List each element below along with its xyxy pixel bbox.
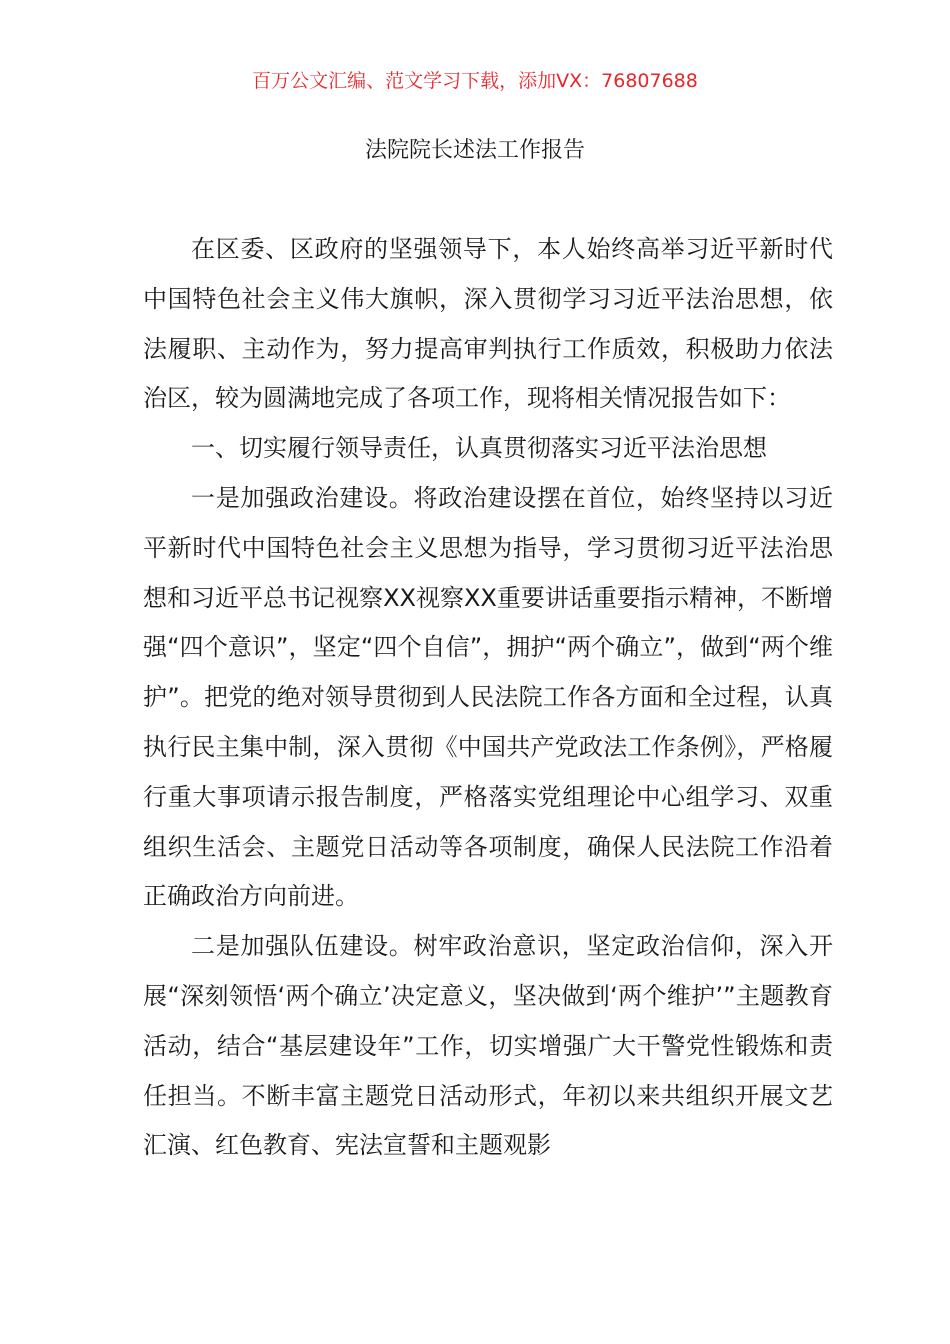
document-title: 法院院长述法工作报告 bbox=[364, 138, 585, 163]
document-body bbox=[143, 225, 833, 1171]
section-heading-1: 一、切实履行领导责任，认真贯彻落实习近平法治思想 bbox=[191, 434, 767, 463]
paragraph-political-construction: 一是加强政治建设。将政治建设摆在首位，始终坚持以习近平新时代中国特色社会主义思想为指导，学习贯彻习近平法治思想和习近平总书记视察XX视察XX重要讲话重要指示精神，不断增强“四个意识”，坚定“四个自信”，拥护“两个确立”，做到“两个维护”。把党的绝对领导贯彻到人民法院工作各方面和全过程，认真执行民主集中制，深入贯彻《中国共产党政法工作条例》，严格履行重大事项请示报告制度，严格落实党组理论中心组学习、双重组织生活会、主题党日活动等各项制度，确保人民法院工作沿着正确政治方向前进。 bbox=[143, 483, 833, 911]
paragraph-intro: 在区委、区政府的坚强领导下，本人始终高举习近平新时代中国特色社会主义伟大旗帜，深入贯彻学习习近平法治思想，依法履职、主动作为，努力提高审判执行工作质效，积极助力依法治区，较为圆满地完成了各项工作，现将相关情况报告如下： bbox=[143, 235, 833, 413]
header-download-note: 百万公文汇编、范文学习下载，添加VX：76807688 bbox=[252, 70, 698, 92]
paragraph-team-construction: 二是加强队伍建设。树牢政治意识，坚定政治信仰，深入开展“深刻领悟‘两个确立’决定意义，坚决做到‘两个维护’”主题教育活动，结合“基层建设年”工作，切实增强广大干警党性锻炼和责任担当。不断丰富主题党日活动形式，年初以来共组织开展文艺汇演、红色教育、宪法宣誓和主题观影 bbox=[143, 932, 833, 1160]
